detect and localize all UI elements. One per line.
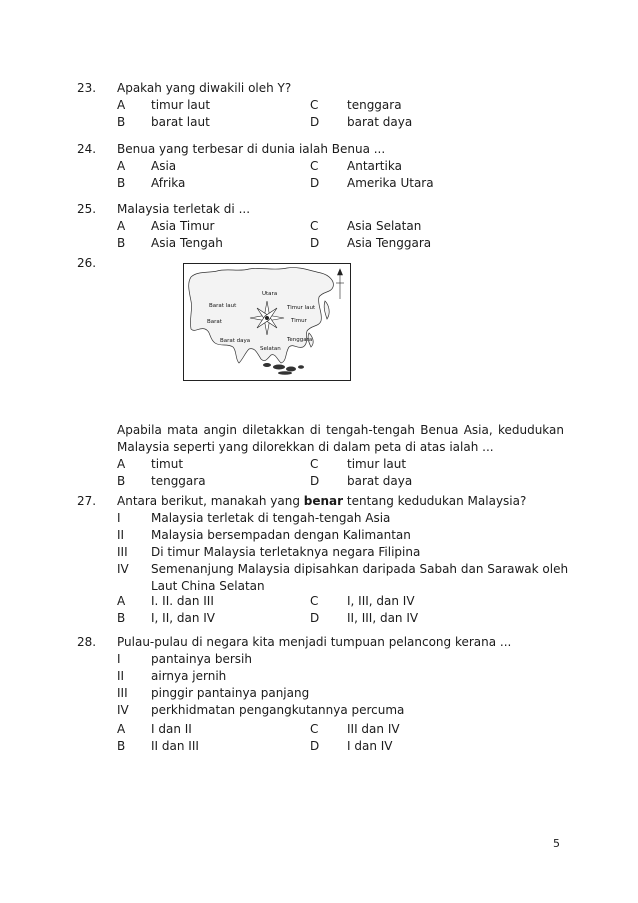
option-text: barat daya	[347, 115, 413, 129]
statement-numeral: I	[117, 511, 121, 525]
option-text: Afrika	[151, 176, 186, 190]
map-label-barat: Barat	[207, 319, 222, 325]
map-label-selatan: Selatan	[260, 346, 281, 352]
option-text: barat daya	[347, 474, 413, 488]
statement-text: pantainya bersih	[151, 652, 252, 666]
option-text: barat laut	[151, 115, 210, 129]
statement-numeral: II	[117, 669, 125, 683]
map-label-barat-daya: Barat daya	[220, 338, 251, 344]
option-letter: B	[117, 739, 126, 753]
option-letter: D	[310, 176, 320, 190]
question-26-text	[117, 422, 564, 456]
statement-numeral: IV	[117, 562, 129, 576]
option-text: I dan IV	[347, 739, 393, 753]
question-number: 23.	[77, 81, 97, 95]
asia-map	[183, 263, 351, 381]
option-letter: B	[117, 115, 126, 129]
question-text-part: tentang kedudukan Malaysia?	[343, 494, 527, 508]
option-text: I, III, dan IV	[347, 594, 415, 608]
page-number: 5	[553, 837, 560, 850]
statement-text: perkhidmatan pengangkutannya percuma	[151, 703, 405, 717]
option-letter: C	[310, 219, 319, 233]
option-text: timur laut	[347, 457, 407, 471]
question-26-options	[0, 456, 638, 490]
question-23	[0, 80, 638, 131]
question-text: Benua yang terbesar di dunia ialah Benua ...	[117, 142, 386, 156]
option-text: Asia Tenggara	[347, 236, 432, 250]
statement-text: pinggir pantainya panjang	[151, 686, 310, 700]
question-27-options	[0, 593, 638, 627]
question-text: Pulau-pulau di negara kita menjadi tumpuan pelancong kerana ...	[117, 635, 512, 649]
option-text: II dan III	[151, 739, 199, 753]
statement-numeral: III	[117, 686, 128, 700]
option-text: Amerika Utara	[347, 176, 434, 190]
question-27	[0, 493, 638, 595]
statement-numeral: IV	[117, 703, 129, 717]
option-text: tenggara	[347, 98, 402, 112]
option-letter: D	[310, 236, 320, 250]
map-label-tenggara: Tenggara	[287, 337, 313, 343]
option-text: III dan IV	[347, 722, 400, 736]
question-number: 28.	[77, 635, 97, 649]
question-text	[117, 493, 526, 510]
option-text: I dan II	[151, 722, 192, 736]
option-letter: D	[310, 474, 320, 488]
question-24	[0, 141, 638, 192]
option-letter: A	[117, 159, 126, 173]
option-letter: D	[310, 739, 320, 753]
statement-text-continued: Laut China Selatan	[151, 579, 265, 593]
question-25	[0, 201, 638, 252]
option-text: Asia Selatan	[347, 219, 422, 233]
option-letter: B	[117, 611, 126, 625]
option-letter: B	[117, 474, 126, 488]
option-letter: C	[310, 98, 319, 112]
option-letter: A	[117, 457, 126, 471]
statement-text: Malaysia terletak di tengah-tengah Asia	[151, 511, 391, 525]
option-text: tenggara	[151, 474, 206, 488]
statement-numeral: I	[117, 652, 121, 666]
option-letter: A	[117, 98, 126, 112]
option-letter: C	[310, 594, 319, 608]
map-label-utara: Utara	[262, 291, 278, 297]
question-number: 25.	[77, 202, 97, 216]
option-letter: A	[117, 722, 126, 736]
map-label-barat-laut: Barat laut	[209, 303, 237, 309]
question-number: 24.	[77, 142, 97, 156]
option-letter: A	[117, 219, 126, 233]
question-text-bold: benar	[303, 494, 344, 508]
question-28-options	[0, 721, 638, 755]
option-text: Asia	[151, 159, 177, 173]
option-letter: B	[117, 236, 126, 250]
question-text: Malaysia terletak di ...	[117, 202, 251, 216]
option-letter: D	[310, 115, 320, 129]
option-text: timut	[151, 457, 184, 471]
option-letter: D	[310, 611, 320, 625]
option-letter: B	[117, 176, 126, 190]
statement-text: Malaysia bersempadan dengan Kalimantan	[151, 528, 411, 542]
option-letter: C	[310, 159, 319, 173]
question-text-line: Apabila mata angin diletakkan di tengah-tengah Benua Asia, kedudukan	[117, 423, 564, 437]
statement-numeral: II	[117, 528, 125, 542]
question-text: Apakah yang diwakili oleh Y?	[117, 81, 292, 95]
option-text: II, III, dan IV	[347, 611, 419, 625]
map-label-timur-laut: Timur laut	[287, 305, 316, 311]
option-letter: C	[310, 722, 319, 736]
question-text-part: Antara berikut, manakah yang	[117, 494, 304, 508]
option-letter: A	[117, 594, 126, 608]
statement-text: Di timur Malaysia terletaknya negara Filipina	[151, 545, 421, 559]
statement-text: airnya jernih	[151, 669, 227, 683]
question-28	[0, 634, 638, 719]
map-label-timur: Timur	[291, 318, 307, 324]
question-text-line: Malaysia seperti yang dilorekkan di dalam peta di atas ialah ...	[117, 440, 494, 454]
question-number: 26.	[77, 256, 97, 270]
statement-text: Semenanjung Malaysia dipisahkan daripada Sabah dan Sarawak oleh	[151, 562, 569, 576]
option-text: Asia Timur	[151, 219, 215, 233]
option-letter: C	[310, 457, 319, 471]
option-text: Antartika	[347, 159, 402, 173]
option-text: Asia Tengah	[151, 236, 223, 250]
option-text: timur laut	[151, 98, 211, 112]
option-text: I. II. dan III	[151, 594, 214, 608]
option-text: I, II, dan IV	[151, 611, 216, 625]
statement-numeral: III	[117, 545, 128, 559]
question-number: 27.	[77, 494, 97, 508]
